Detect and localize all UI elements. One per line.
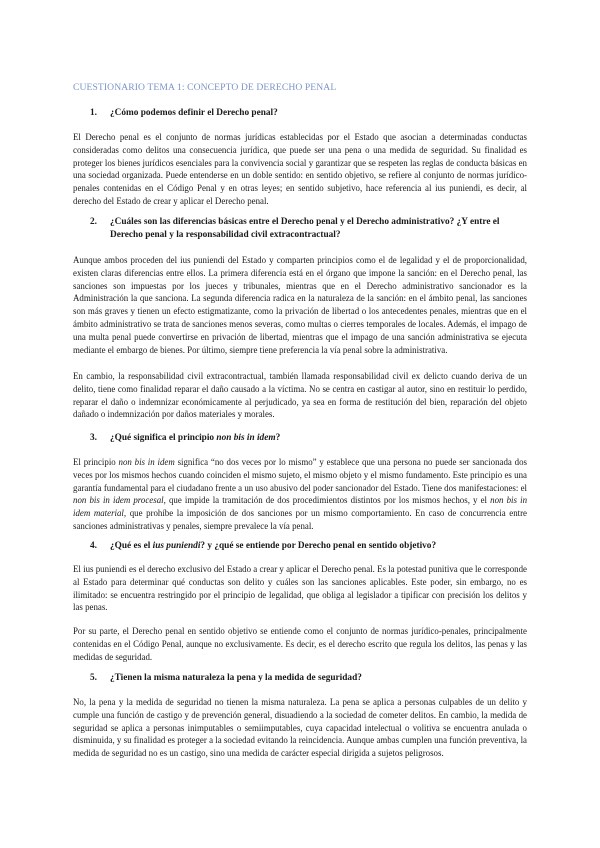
- text-run: El principio: [73, 457, 119, 467]
- question-text: ¿Cuáles son las diferencias básicas entre el Derecho penal y el Derecho administrativo? ¿Y entre el Derecho penal y la responsabilidad civil extracontractual?: [110, 217, 500, 240]
- question-text: ¿Cómo podemos definir el Derecho penal?: [110, 108, 278, 118]
- question-2-heading: [90, 216, 527, 242]
- question-text-part: ¿Qué es el: [110, 541, 153, 551]
- latin-term: non bis in idem material: [73, 495, 528, 519]
- question-4-heading: [90, 540, 527, 553]
- question-text: [90, 432, 527, 445]
- answer-2-paragraph-2: En cambio, la responsabilidad civil extracontractual, también llamada responsabilidad civil ex delicto cuando deriva de un delito, tiene como finalidad reparar el daño causado a la víctima. No se centra en castigar al autor, sino en restituir lo perdido, reparar el daño o indemnizar económicamente al perjudicado, ya sea en forma de restitución del bien, reparación del objeto dañado o indemnización por daños materiales y morales.: [73, 371, 527, 420]
- question-number: 5.: [90, 673, 97, 683]
- latin-term: non bis in idem: [118, 457, 175, 467]
- question-1-heading: [90, 107, 527, 120]
- question-number: 4.: [90, 541, 97, 551]
- question-text: ¿Tienen la misma naturaleza la pena y la medida de seguridad?: [110, 673, 362, 683]
- question-text-part: ?: [275, 433, 281, 443]
- latin-term: non bis in idem: [216, 433, 276, 443]
- text-run: , que impide la tramitación de dos procedimientos distintos por los mismos hechos, y el: [163, 495, 491, 506]
- answer-4-paragraph-2: Por su parte, el Derecho penal en sentido objetivo se entiende como el conjunto de normas jurídico-penales, principalmente contenidas en el Código Penal, aunque no exclusivamente. Es decir, es el derecho escrito que regula los delitos, las penas y las medidas de seguridad.: [73, 626, 527, 662]
- question-text: [90, 540, 527, 553]
- question-number: 3.: [90, 433, 97, 443]
- question-number: 1.: [90, 108, 97, 118]
- latin-term: ius puniendi: [152, 541, 201, 551]
- answer-1-paragraph-1: El Derecho penal es el conjunto de normas jurídicas establecidas por el Estado que asocian a determinadas conductas consideradas como delitos una consecuencia jurídica, que puede ser una pena o una medida de seguridad. Su finalidad es proteger los bienes jurídicos esenciales para la convivencia social y garantizar que se respeten las reglas de conducta básicas en una sociedad organizada. Puede entenderse en un doble sentido: en sentido objetivo, se refiere al conjunto de normas jurídico-penales contenidas en el Código Penal y en otras leyes; en sentido subjetivo, hace referencia al ius puniendi, es decir, al derecho del Estado de crear y aplicar el Derecho penal.: [73, 132, 527, 206]
- question-3-heading: [90, 432, 527, 445]
- latin-term: non bis in idem procesal: [73, 495, 164, 506]
- answer-4-paragraph-1: El ius puniendi es el derecho exclusivo del Estado a crear y aplicar el Derecho penal. Es la potestad punitiva que le corresponde al Estado para determinar qué conductas son delito y cuáles son las sanciones aplicables. Este poder, sin embargo, no es ilimitado: se encuentra restringido por el principio de legalidad, que obliga al legislador a tipificar con precisión los delitos y las penas.: [73, 564, 527, 613]
- answer-5-paragraph-1: No, la pena y la medida de seguridad no tienen la misma naturaleza. La pena se aplica a personas culpables de un delito y cumple una función de castigo y de prevención general, disuadiendo a la sociedad de cometer delitos. En cambio, la medida de seguridad se aplica a personas inimputables o semiimputables, cuya capacidad intelectual o volitiva se encuentra anulada o disminuida, y su finalidad es proteger a la sociedad evitando la reincidencia. Aunque ambas cumplen una función preventiva, la medida de seguridad no es un castigo, sino una medida de carácter especial dirigida a sujetos peligrosos.: [73, 697, 527, 759]
- text-run: , que prohíbe la imposición de dos sanciones por un mismo comportamiento. En caso de concurrencia entre sanciones administrativas y penales, siempre prevalece la vía penal.: [73, 508, 527, 531]
- question-text-part: ? y ¿qué se entiende por Derecho penal en sentido objetivo?: [200, 541, 437, 551]
- question-5-heading: [90, 672, 527, 685]
- answer-2-paragraph-1: Aunque ambos proceden del ius puniendi del Estado y comparten principios como el de legalidad y el de proporcionalidad, existen claras diferencias entre ellos. La primera diferencia está en el órgano que impone la sanción: en el Derecho penal, las sanciones son impuestas por los jueces y tribunales, mientras que en el Derecho administrativo sancionador es la Administración la que sanciona. La segunda diferencia radica en la naturaleza de la sanción: en el ámbito penal, las sanciones son más graves y tienen un efecto estigmatizante, como la privación de libertad o los antecedentes penales, mientras que en el ámbito administrativo se trata de sanciones menos severas, como multas o cierres temporales de locales. Además, el impago de una multa penal puede convertirse en privación de libertad, mientras que el impago de una sanción administrativa se ejecuta mediante el embargo de bienes. Por último, siempre tiene preferencia la vía penal sobre la administrativa.: [73, 255, 527, 355]
- question-text-part: ¿Qué significa el principio: [110, 433, 217, 443]
- answer-3-paragraph-1: [73, 456, 527, 533]
- text-run: significa “no dos veces por lo mismo” y establece que una persona no puede ser sancionada dos veces por los mismos hechos cuando coinciden el mismo sujeto, el mismo objeto y el mismo fundamento. Este principio es una garantía fundamental para el ciudadano frente a un uso abusivo del poder sancionador del Estado. Tiene dos manifestaciones: el: [73, 457, 527, 493]
- question-number: 2.: [90, 217, 97, 227]
- document-title: CUESTIONARIO TEMA 1: CONCEPTO DE DERECHO PENAL: [73, 82, 337, 93]
